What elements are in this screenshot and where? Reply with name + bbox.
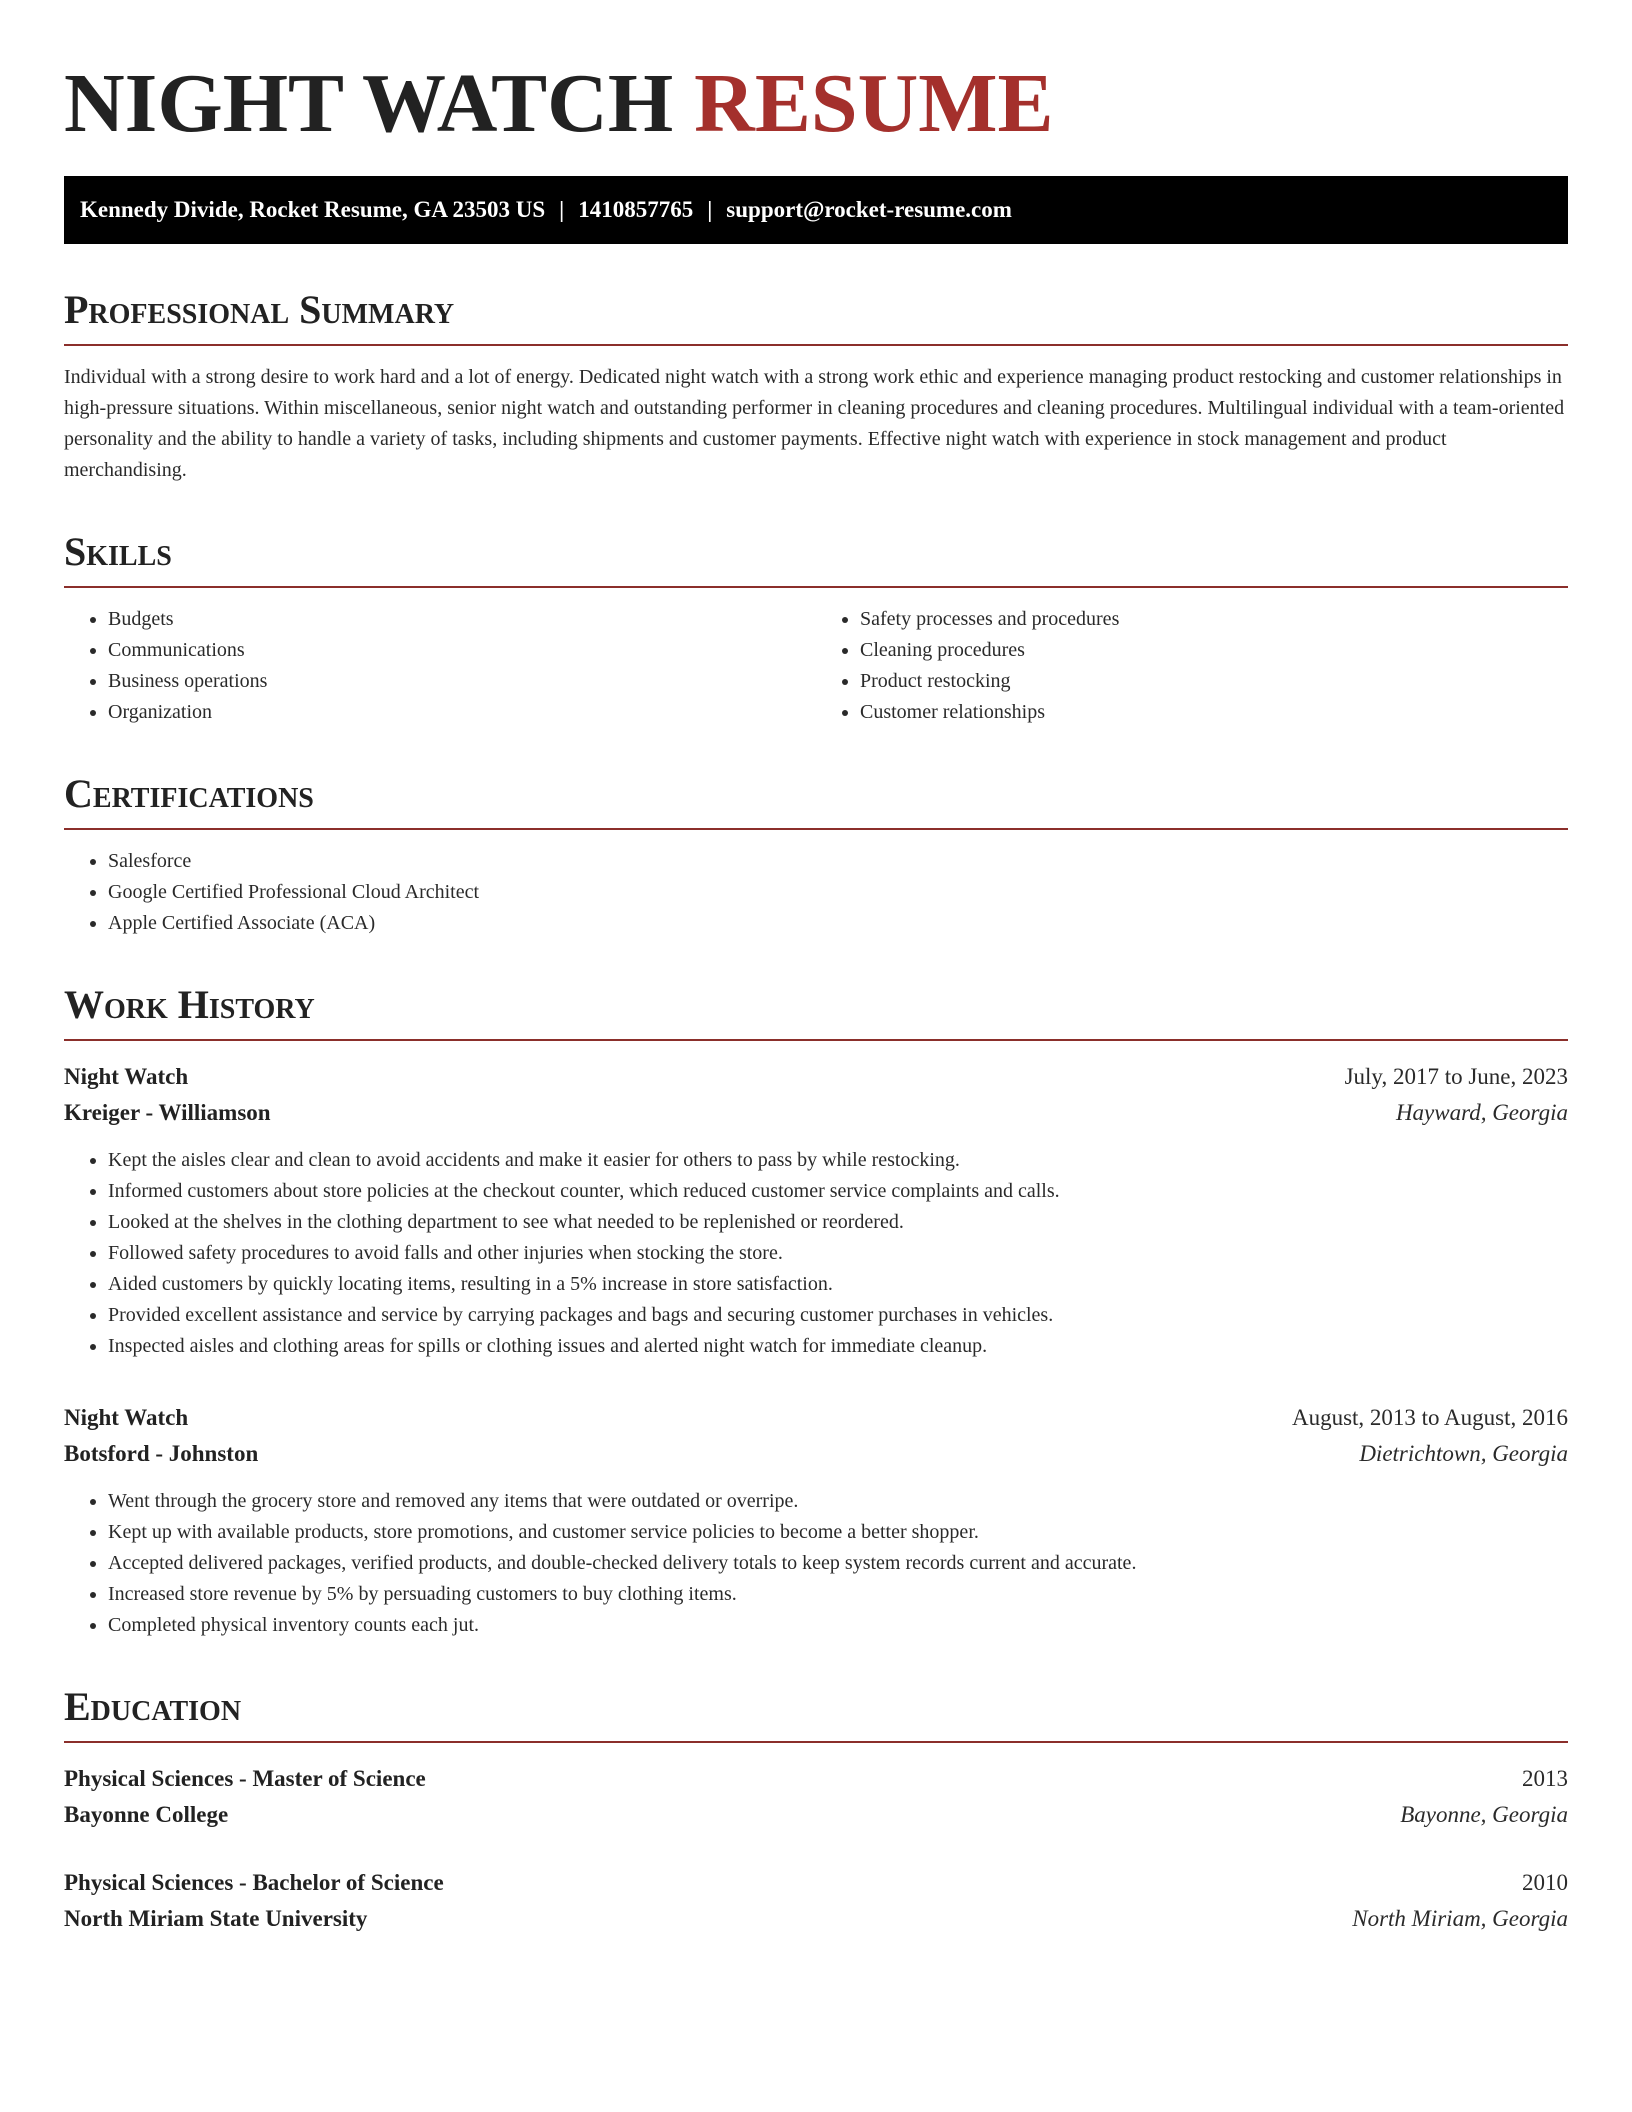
job-company-row [64, 1436, 1568, 1472]
job-dates: July, 2017 to June, 2023 [1344, 1064, 1568, 1089]
certifications-section [64, 772, 1568, 939]
skill-item: • Product restocking [860, 666, 1568, 697]
work-history-section [64, 983, 1568, 1641]
certification-item: • Salesforce [108, 846, 1568, 877]
education-degree-row [64, 1761, 1568, 1797]
contact-bar [64, 176, 1568, 244]
job-bullet: • Completed physical inventory counts each jut. [108, 1610, 1568, 1641]
job-company-row [64, 1095, 1568, 1131]
education-entry [64, 1761, 1568, 1833]
resume-page [64, 0, 1568, 1937]
contact-phone: 1410857765 [578, 197, 694, 222]
education-location: North Miriam, Georgia [1352, 1906, 1568, 1931]
job-bullets [64, 1145, 1568, 1362]
resume-title-main: NIGHT WATCH [64, 57, 674, 150]
certifications-list [64, 846, 1568, 939]
skills-heading: Skills [64, 530, 1568, 588]
job-company: Botsford - Johnston [64, 1441, 259, 1466]
job-bullets [64, 1486, 1568, 1641]
job-entry [64, 1400, 1568, 1641]
skills-grid [64, 604, 1568, 728]
education-school: North Miriam State University [64, 1906, 368, 1931]
job-bullet: • Increased store revenue by 5% by persuading customers to buy clothing items. [108, 1579, 1568, 1610]
contact-address: Kennedy Divide, Rocket Resume, GA 23503 US [80, 197, 546, 222]
education-degree: Physical Sciences - Master of Science [64, 1766, 426, 1791]
contact-separator: | [707, 197, 713, 222]
summary-text: Individual with a strong desire to work hard and a lot of energy. Dedicated night watch with a strong work ethic and experience managing product restocking and customer relationships in high-pressure situations. Within miscellaneous, senior night watch and outstanding performer in cleaning procedures and cleaning procedures. Multilingual individual with a team-oriented personality and the ability to handle a variety of tasks, including shipments and customer payments. Effective night watch with experience in stock management and product merchandising. [64, 366, 1565, 481]
job-header-row [64, 1059, 1568, 1095]
job-bullet: • Kept up with available products, store promotions, and customer service policies to become a better shopper. [108, 1517, 1568, 1548]
skill-item: • Safety processes and procedures [860, 604, 1568, 635]
education-section [64, 1685, 1568, 1937]
skill-item: • Customer relationships [860, 697, 1568, 728]
job-bullet: • Went through the grocery store and removed any items that were outdated or overripe. [108, 1486, 1568, 1517]
certification-item: • Apple Certified Associate (ACA) [108, 908, 1568, 939]
education-degree-row [64, 1865, 1568, 1901]
job-bullet: • Looked at the shelves in the clothing department to see what needed to be replenished or reordered. [108, 1207, 1568, 1238]
job-role: Night Watch [64, 1064, 189, 1089]
contact-separator: | [559, 197, 565, 222]
work-history-heading: Work History [64, 983, 1568, 1041]
job-bullet: • Informed customers about store policies at the checkout counter, which reduced customer service complaints and calls. [108, 1176, 1568, 1207]
job-location: Hayward, Georgia [1395, 1100, 1568, 1125]
skills-section [64, 530, 1568, 728]
resume-title [64, 58, 1568, 150]
job-bullet: • Followed safety procedures to avoid falls and other injuries when stocking the store. [108, 1238, 1568, 1269]
job-entry [64, 1059, 1568, 1362]
job-bullet: • Aided customers by quickly locating items, resulting in a 5% increase in store satisfaction. [108, 1269, 1568, 1300]
contact-email: support@rocket-resume.com [726, 197, 1012, 222]
education-location: Bayonne, Georgia [1400, 1802, 1568, 1827]
summary-heading: Professional Summary [64, 288, 1568, 346]
education-heading: Education [64, 1685, 1568, 1743]
certification-item: • Google Certified Professional Cloud Architect [108, 877, 1568, 908]
job-role: Night Watch [64, 1405, 189, 1430]
job-dates: August, 2013 to August, 2016 [1291, 1405, 1568, 1430]
skill-item: • Business operations [108, 666, 816, 697]
skills-list-left [64, 604, 816, 728]
education-entry [64, 1865, 1568, 1937]
job-bullet: • Provided excellent assistance and service by carrying packages and bags and securing customer purchases in vehicles. [108, 1300, 1568, 1331]
job-bullet: • Inspected aisles and clothing areas for spills or clothing issues and alerted night watch for immediate cleanup. [108, 1331, 1568, 1362]
skill-item: • Organization [108, 697, 816, 728]
job-header-row [64, 1400, 1568, 1436]
job-company: Kreiger - Williamson [64, 1100, 271, 1125]
job-bullet: • Accepted delivered packages, verified products, and double-checked delivery totals to keep system records current and accurate. [108, 1548, 1568, 1579]
skill-item: • Cleaning procedures [860, 635, 1568, 666]
education-school: Bayonne College [64, 1802, 229, 1827]
education-year: 2010 [1522, 1870, 1568, 1895]
job-bullet: • Kept the aisles clear and clean to avoid accidents and make it easier for others to pass by while restocking. [108, 1145, 1568, 1176]
skills-list-right [816, 604, 1568, 728]
certifications-heading: Certifications [64, 772, 1568, 830]
summary-section [64, 288, 1568, 486]
resume-title-accent: RESUME [694, 57, 1054, 150]
education-school-row [64, 1901, 1568, 1937]
skill-item: • Communications [108, 635, 816, 666]
education-degree: Physical Sciences - Bachelor of Science [64, 1870, 444, 1895]
job-location: Dietrichtown, Georgia [1359, 1441, 1568, 1466]
skill-item: • Budgets [108, 604, 816, 635]
education-year: 2013 [1522, 1766, 1568, 1791]
education-school-row [64, 1797, 1568, 1833]
